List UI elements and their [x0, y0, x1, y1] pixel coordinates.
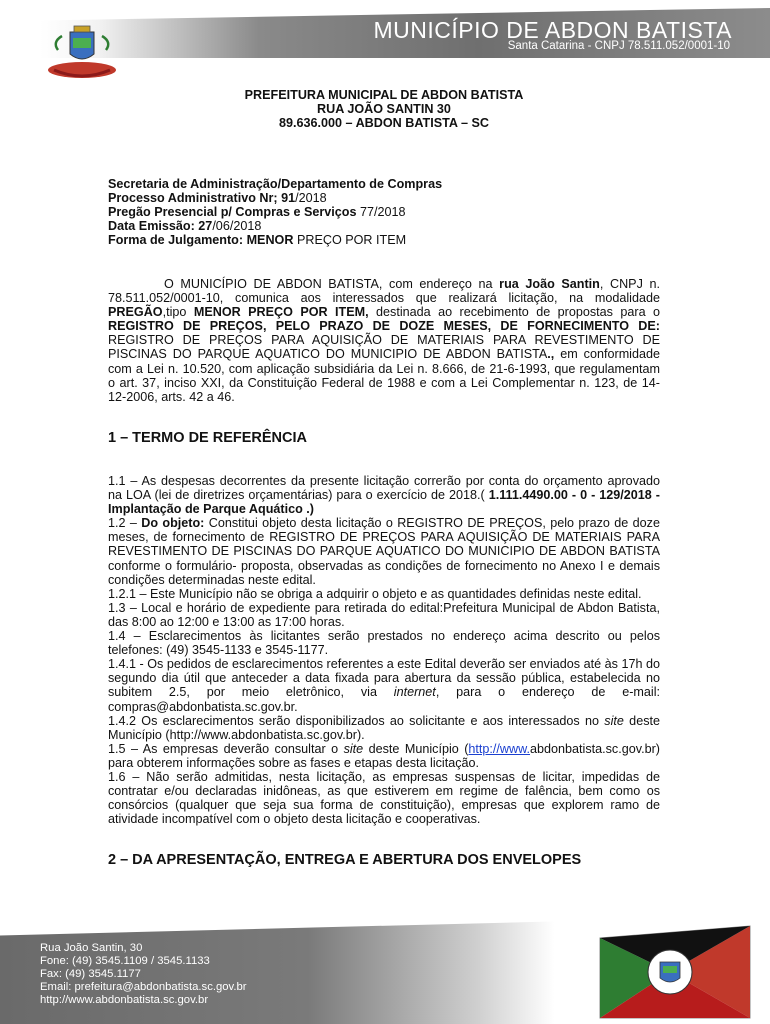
meta-secretaria: Secretaria de Administração/Departamento de Compras	[108, 177, 443, 191]
footer-address: Rua João Santin, 30	[40, 942, 143, 954]
item-1-5: 1.5 – As empresas deverão consultar o site deste Município (http://www.abdonbatista.sc.gov.br) para obterem informações sobre as fases e etapas desta licitação.	[108, 741, 660, 770]
municipal-flag-icon	[590, 920, 760, 1020]
section-2-heading: 2 – DA APRESENTAÇÃO, ENTREGA E ABERTURA DOS ENVELOPES	[108, 852, 582, 868]
meta-forma: Forma de Julgamento: MENOR PREÇO POR ITEM	[108, 233, 407, 248]
item-1-1: 1.1 – As despesas decorrentes da presente licitação correrão por conta do orçamento aprovado na LOA (lei de diretrizes orçamentárias) para o exercício de 2018.( 1.111.4490.00 - 0 - 129/2018 - Implantação de Parque Aquático .)	[108, 474, 660, 517]
municipality-subtitle: Santa Catarina - CNPJ 78.511.052/0001-10	[507, 40, 730, 52]
item-1-2-1: 1.2.1 – Este Município não se obriga a adquirir o objeto e as quantidades definidas neste edital.	[108, 586, 642, 601]
header-line-prefeitura: PREFEITURA MUNICIPAL DE ABDON BATISTA	[244, 88, 524, 102]
website-link[interactable]: http://www.	[468, 741, 531, 756]
item-1-4-1: 1.4.1 - Os pedidos de esclarecimentos referentes a este Edital deverão ser enviados até às 17h do segundo dia útil que anteceder a data fixada para abertura da sessão pública, estabelecida no subitem 2.5, por meio eletrônico, via internet, para o endereço de e-mail: compras@abdonbatista.sc.gov.br.	[108, 657, 660, 714]
municipality-name: MUNICÍPIO DE ABDON BATISTA	[373, 17, 732, 43]
meta-data: Data Emissão: 27/06/2018	[108, 219, 262, 234]
footer-website: http://www.abdonbatista.sc.gov.br	[40, 994, 209, 1006]
meta-pregao: Pregão Presencial p/ Compras e Serviços 77/2018	[108, 205, 406, 220]
municipal-crest-icon	[44, 20, 120, 80]
item-1-4-2: 1.4.2 Os esclarecimentos serão disponibilizados ao solicitante e aos interessados no site deste Município (http://www.abdonbatista.sc.gov.br).	[108, 713, 660, 742]
footer-email: Email: prefeitura@abdonbatista.sc.gov.br	[40, 981, 247, 993]
meta-processo: Processo Administrativo Nr; 91/2018	[108, 191, 327, 206]
footer-fax: Fax: (49) 3545.1177	[40, 968, 141, 980]
footer-phone: Fone: (49) 3545.1109 / 3545.1133	[40, 955, 210, 967]
item-1-3: 1.3 – Local e horário de expediente para retirada do edital:Prefeitura Municipal de Abdon Batista, das 8:00 ao 12:00 e 13:00 as 17:00 horas.	[108, 600, 660, 629]
intro-paragraph: O MUNICÍPIO DE ABDON BATISTA, com endereço na rua João Santin, CNPJ n. 78.511.052/0001-10, comunica aos interessados que realizará licitação, na modalidade PREGÃO,tipo MENOR PREÇO POR ITEM, destinada ao recebimento de propostas para o REGISTRO DE PREÇOS, PELO PRAZO DE DOZE MESES, DE FORNECIMENTO DE: REGISTRO DE PREÇOS PARA AQUISIÇÃO DE MATERIAIS PARA REVESTIMENTO DE PISCINAS DO PARQUE AQUATICO DO MUNICIPIO DE ABDON BATISTA., em conformidade com a Lei n. 10.520, com aplicação subsidiária da Lei n. 8.666, de 21-6-1993, que regulamentam o art. 37, inciso XXI, da Constituição Federal de 1988 e com a Lei Complementar n. 123, de 14-12-2006, arts. 42 a 46.	[108, 277, 661, 404]
item-1-6: 1.6 – Não serão admitidas, nesta licitação, as empresas suspensas de licitar, impedidas de contratar e/ou declaradas inidôneas, as que estiverem em regime de falência, bem como os consórcios (qualquer que seja sua forma de constituição), empresas que explorem ramo de atividade incompatível com o objeto desta licitação e cooperativas.	[108, 769, 660, 827]
header-line-street: RUA JOÃO SANTIN 30	[317, 102, 451, 116]
header-line-cep: 89.636.000 – ABDON BATISTA – SC	[279, 116, 489, 130]
section-1-heading: 1 – TERMO DE REFERÊNCIA	[108, 430, 307, 446]
meta-block	[108, 177, 660, 247]
item-1-4: 1.4 – Esclarecimentos às licitantes serão prestados no endereço acima descrito ou pelos telefones: (49) 3545-1133 e 3545-1177.	[108, 629, 660, 658]
section-1-body	[108, 474, 660, 826]
item-1-2: 1.2 – Do objeto: Constitui objeto desta licitação o REGISTRO DE PREÇOS, pelo prazo de doze meses, de fornecimento de REGISTRO DE PREÇOS PARA AQUISIÇÃO DE MATERIAIS PARA REVESTIMENTO DE PISCINAS DO PARQUE AQUATICO DO MUNICIPIO DE ABDON BATISTA conforme o formulário- proposta, observadas as condições de fornecimento no Anexo I e demais condições determinadas neste edital.	[108, 516, 660, 587]
